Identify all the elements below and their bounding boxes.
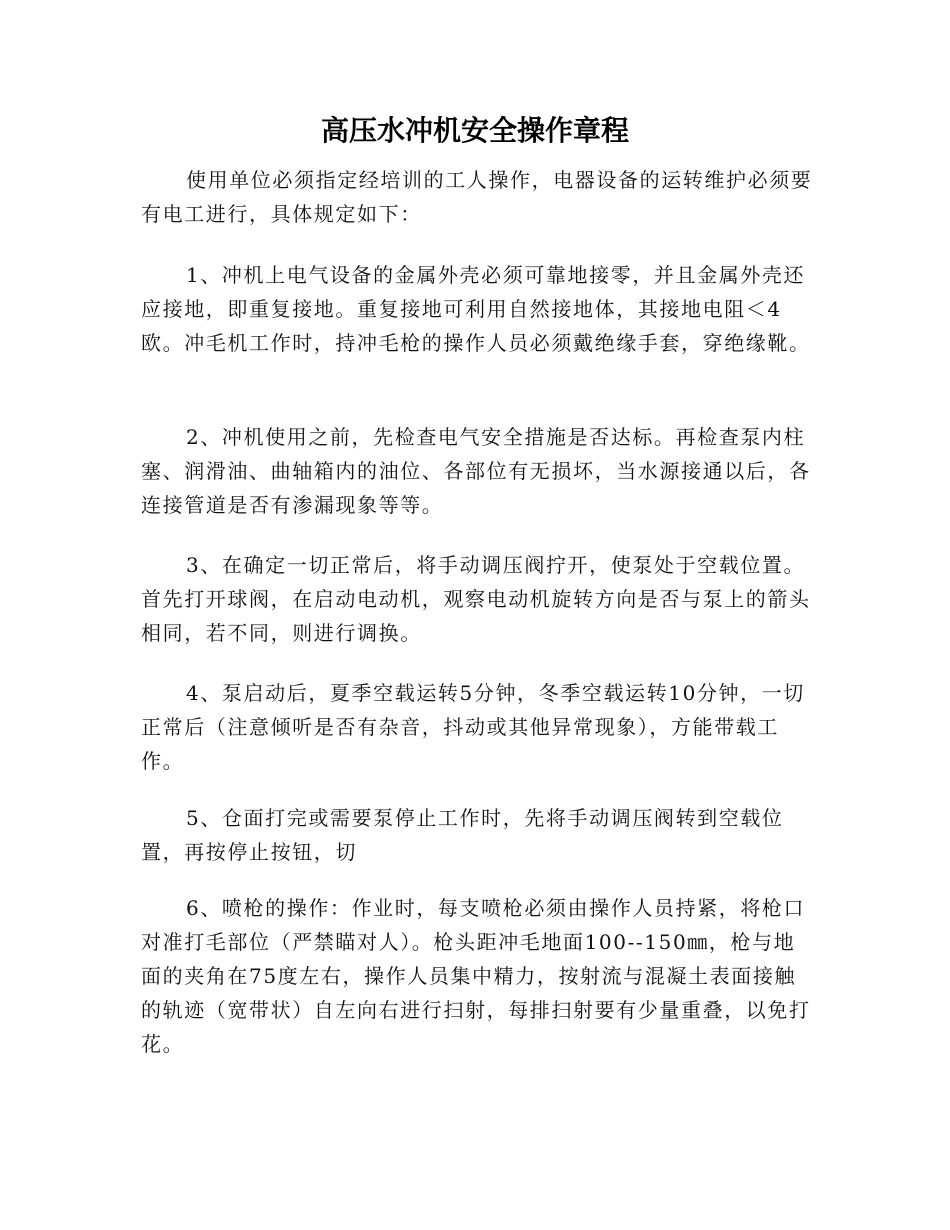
document-title: 高压水冲机安全操作章程 <box>320 114 629 147</box>
rule-paragraph-3: 3、在确定一切正常后，将手动调压阀拧开，使泵处于空载位置。首先打开球阀，在启动电动机，观察电动机旋转方向是否与泵上的箭头相同，若不同，则进行调换。 <box>141 553 811 645</box>
rule-paragraph-1: 1、冲机上电气设备的金属外壳必须可靠地接零，并且金属外壳还应接地，即重复接地。重复接地可利用自然接地体，其接地电阻＜4欧。冲毛机工作时，持冲毛枪的操作人员必须戴绝缘手套，穿绝缘靴。 <box>141 263 811 355</box>
rule-paragraph-5: 5、仓面打完或需要泵停止工作时，先将手动调压阀转到空载位置，再按停止按钮，切 <box>141 806 784 864</box>
rule-paragraph-4: 4、泵启动后，夏季空载运转5分钟，冬季空载运转10分钟，一切正常后（注意倾听是否有杂音，抖动或其他异常现象），方能带载工作。 <box>141 681 805 773</box>
rule-paragraph-6: 6、喷枪的操作：作业时，每支喷枪必须由操作人员持紧，将枪口对准打毛部位（严禁瞄对人）。枪头距冲毛地面100--150㎜，枪与地面的夹角在75度左右，操作人员集中精力，按射流与混凝土表面接触的轨迹（宽带状）自左向右进行扫射，每排扫射要有少量重叠，以免打花。 <box>141 896 811 1056</box>
rule-paragraph-2: 2、冲机使用之前，先检查电气安全措施是否达标。再检查泵内柱塞、润滑油、曲轴箱内的油位、各部位有无损坏，当水源接通以后，各连接管道是否有渗漏现象等等。 <box>141 425 811 517</box>
intro-paragraph: 使用单位必须指定经培训的工人操作，电器设备的运转维护必须要有电工进行，具体规定如下： <box>141 168 813 226</box>
